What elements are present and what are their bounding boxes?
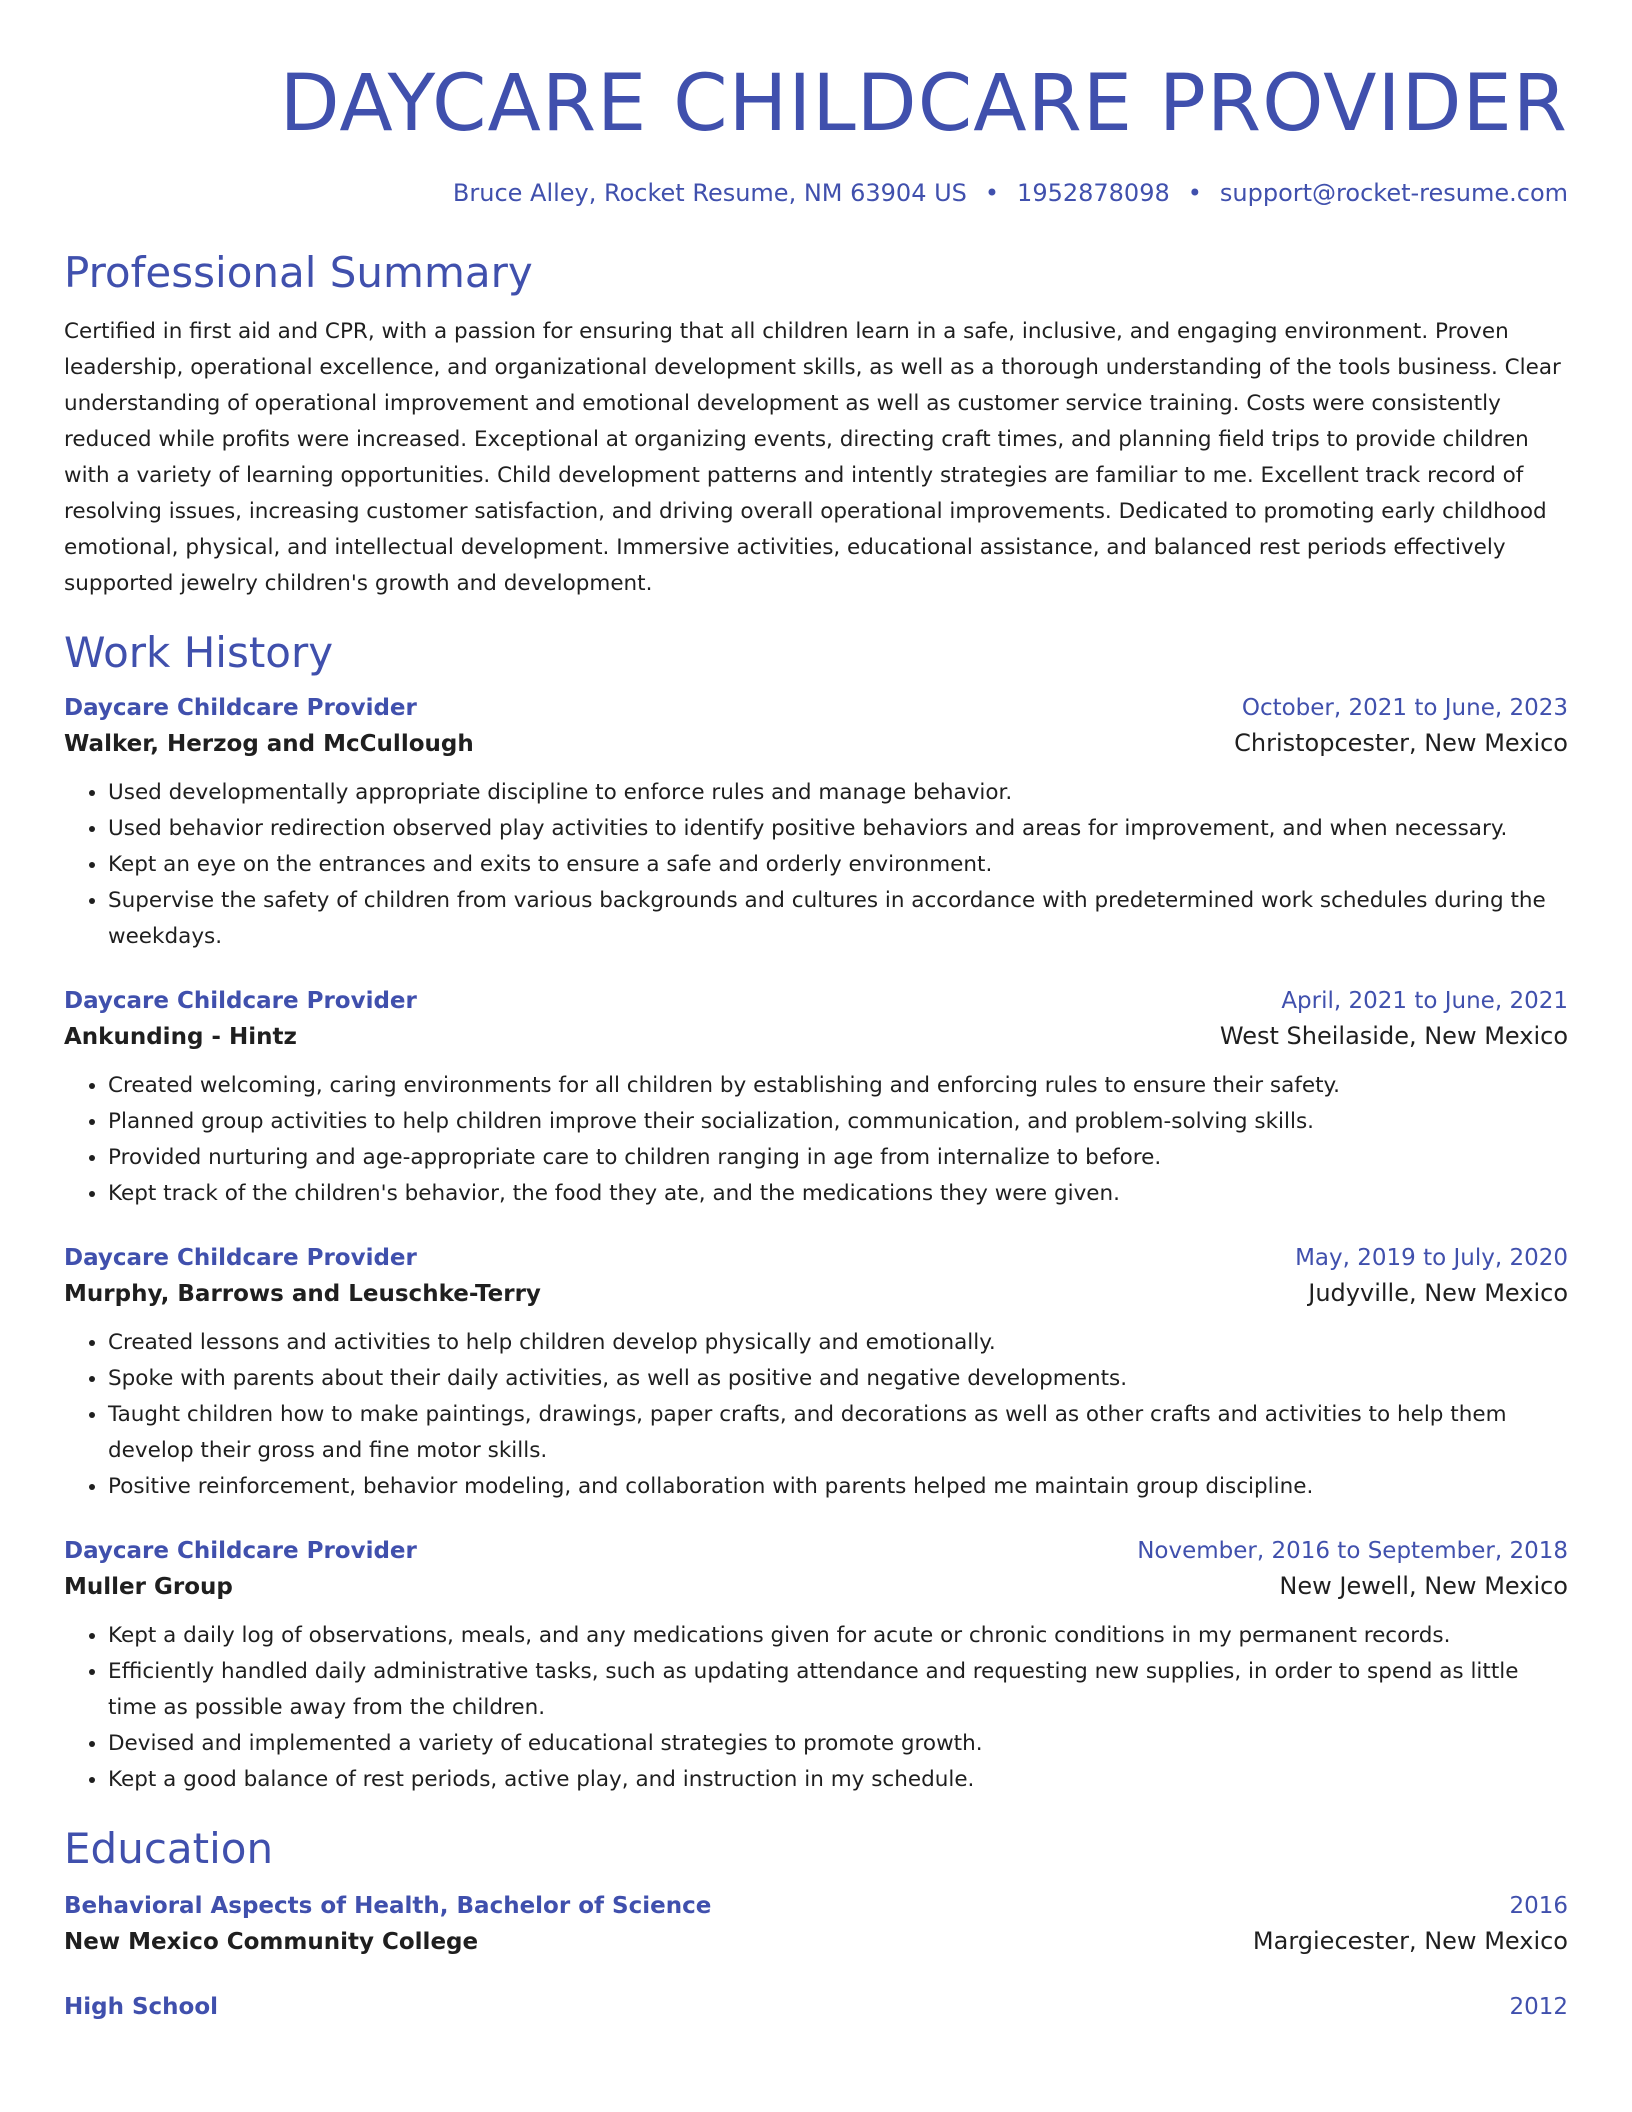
job-bullets [64, 775, 1568, 955]
job-entry [64, 1535, 1568, 1798]
resume-title: DAYCARE CHILDCARE PROVIDER [279, 59, 1568, 149]
job-bullet: • Kept an eye on the entrances and exits to ensure a safe and orderly environment. [108, 847, 1568, 883]
education-year: 2012 [1509, 1994, 1568, 2020]
job-bullet: • Spoke with parents about their daily activities, as well as positive and negative developments. [108, 1361, 1568, 1397]
education-header-row [64, 1890, 1568, 1922]
job-bullet: • Provided nurturing and age-appropriate care to children ranging in age from internalize to before. [108, 1140, 1568, 1176]
education-entry [64, 1890, 1568, 1961]
job-dates: May, 2019 to July, 2020 [1295, 1245, 1568, 1271]
job-bullet: • Kept track of the children's behavior, the food they ate, and the medications they were given. [108, 1176, 1568, 1212]
job-role: Daycare Childcare Provider [64, 988, 417, 1014]
education-entry [64, 1991, 1568, 2023]
job-header-row [64, 1242, 1568, 1274]
contact-email[interactable]: support@rocket-resume.com [1219, 179, 1568, 207]
contact-line [64, 178, 1568, 208]
job-bullets [64, 1325, 1568, 1505]
job-entry [64, 985, 1568, 1212]
job-company: Walker, Herzog and McCullough [64, 731, 474, 757]
job-role: Daycare Childcare Provider [64, 1538, 417, 1564]
resume-page [64, 0, 1568, 2023]
job-bullet: • Kept a daily log of observations, meals, and any medications given for acute or chronic conditions in my permanent records. [108, 1618, 1568, 1654]
job-role: Daycare Childcare Provider [64, 695, 417, 721]
summary-text: Certified in first aid and CPR, with a passion for ensuring that all children learn in a safe, inclusive, and engaging environment. Proven leadership, operational excellence, and organizational development skills, as well as a thorough understanding of the tools business. Clear understanding of operational improvement and emotional development as well as customer service training. Costs were consistently reduced while profits were increased. Exceptional at organizing events, directing craft times, and planning field trips to provide children with a variety of learning opportunities. Child development patterns and intently strategies are familiar to me. Excellent track record of resolving issues, increasing customer satisfaction, and driving overall operational improvements. Dedicated to promoting early childhood emotional, physical, and intellectual development. Immersive activities, educational assistance, and balanced rest periods effectively supported jewelry children's growth and development. [64, 319, 1561, 596]
education-year: 2016 [1509, 1893, 1568, 1919]
job-location: West Sheilaside, New Mexico [1219, 1022, 1568, 1050]
contact-separator: • [984, 179, 1000, 207]
job-bullet: • Supervise the safety of children from various backgrounds and cultures in accordance with predetermined work schedules during the weekdays. [108, 883, 1568, 955]
summary-heading: Professional Summary [64, 248, 533, 297]
job-company-row [64, 1017, 1568, 1056]
job-bullet: • Kept a good balance of rest periods, active play, and instruction in my schedule. [108, 1762, 1568, 1798]
job-bullet: • Planned group activities to help children improve their socialization, communication, and problem-solving skills. [108, 1104, 1568, 1140]
education-degree: Behavioral Aspects of Health, Bachelor of Science [64, 1893, 712, 1919]
job-bullet: • Used behavior redirection observed play activities to identify positive behaviors and areas for improvement, and when necessary. [108, 811, 1568, 847]
job-bullet: • Efficiently handled daily administrative tasks, such as updating attendance and requesting new supplies, in order to spend as little time as possible away from the children. [108, 1654, 1568, 1726]
job-header-row [64, 692, 1568, 724]
job-company-row [64, 1567, 1568, 1606]
job-bullet: • Created welcoming, caring environments for all children by establishing and enforcing rules to ensure their safety. [108, 1068, 1568, 1104]
job-company-row [64, 1274, 1568, 1313]
job-location: Judyville, New Mexico [1308, 1279, 1568, 1307]
education-location: Margiecester, New Mexico [1252, 1927, 1568, 1955]
job-location: New Jewell, New Mexico [1279, 1572, 1568, 1600]
education-school-row [64, 1922, 1568, 1961]
contact-address: Bruce Alley, Rocket Resume, NM 63904 US [452, 179, 967, 207]
job-company-row [64, 724, 1568, 763]
job-bullet: • Created lessons and activities to help children develop physically and emotionally. [108, 1325, 1568, 1361]
job-bullet: • Used developmentally appropriate discipline to enforce rules and manage behavior. [108, 775, 1568, 811]
job-role: Daycare Childcare Provider [64, 1245, 417, 1271]
education-school: New Mexico Community College [64, 1929, 479, 1955]
job-bullets [64, 1618, 1568, 1798]
job-header-row [64, 985, 1568, 1017]
job-location: Christopcester, New Mexico [1234, 729, 1568, 757]
job-entry [64, 692, 1568, 955]
job-dates: November, 2016 to September, 2018 [1137, 1538, 1568, 1564]
job-bullet: • Taught children how to make paintings, drawings, paper crafts, and decorations as well as other crafts and activities to help them develop their gross and fine motor skills. [108, 1397, 1568, 1469]
job-dates: October, 2021 to June, 2023 [1241, 695, 1568, 721]
education-degree: High School [64, 1994, 219, 2020]
education-header-row [64, 1991, 1568, 2023]
education-heading: Education [64, 1824, 274, 1873]
contact-separator: • [1187, 179, 1202, 207]
job-company: Muller Group [64, 1574, 233, 1600]
job-bullets [64, 1068, 1568, 1212]
job-entry [64, 1242, 1568, 1505]
job-bullet: • Devised and implemented a variety of educational strategies to promote growth. [108, 1726, 1568, 1762]
job-bullet: • Positive reinforcement, behavior modeling, and collaboration with parents helped me maintain group discipline. [108, 1469, 1568, 1505]
work-history-heading: Work History [64, 628, 334, 677]
job-dates: April, 2021 to June, 2021 [1281, 988, 1568, 1014]
contact-phone: 1952878098 [1017, 179, 1170, 207]
job-company: Ankunding - Hintz [64, 1024, 297, 1050]
job-company: Murphy, Barrows and Leuschke-Terry [64, 1281, 541, 1307]
job-header-row [64, 1535, 1568, 1567]
